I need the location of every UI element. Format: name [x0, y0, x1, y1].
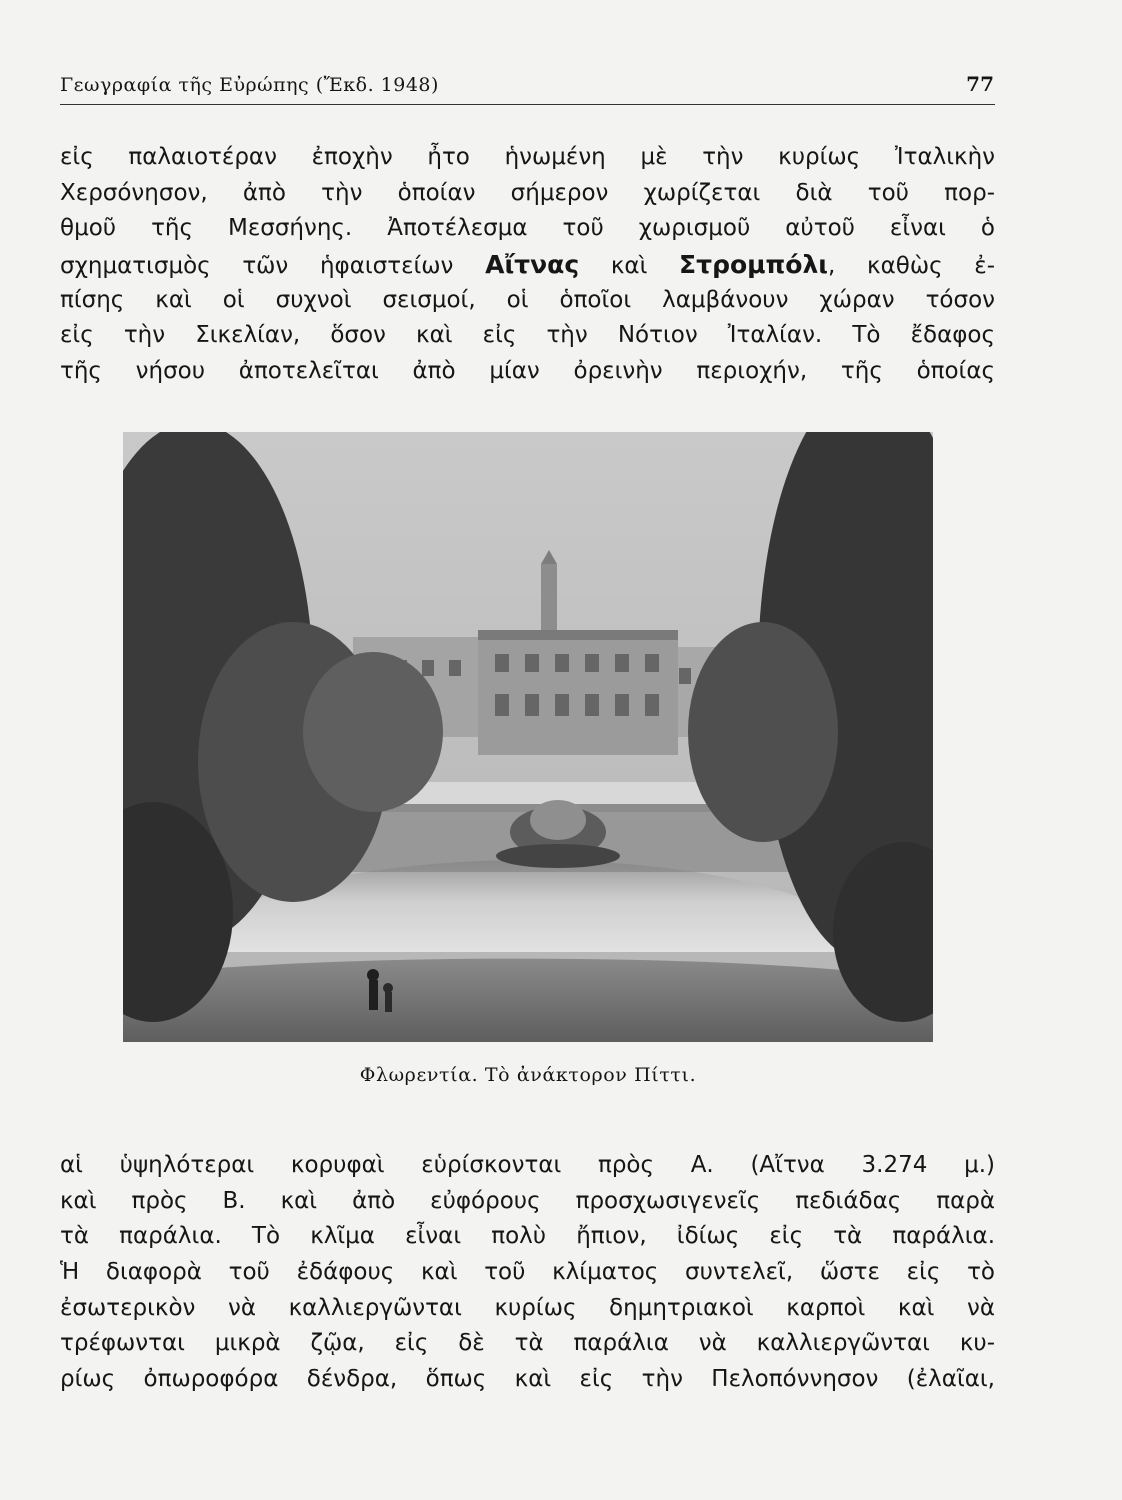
running-head-title: Γεωγραφία τῆς Εὐρώπης (Ἔκδ. 1948)	[60, 74, 439, 96]
header-rule	[60, 104, 995, 105]
text-line: ἐσωτερικὸν νὰ καλλιεργῶνται κυρίως δημητριακοὶ καρποὶ καὶ νὰ	[60, 1294, 995, 1321]
page-number: 77	[966, 72, 994, 96]
text-line: καὶ πρὸς Β. καὶ ἀπὸ εὐφόρους προσχωσιγενεῖς πεδιάδας παρὰ	[60, 1187, 995, 1214]
text-line: ρίως ὀπωροφόρα δένδρα, ὅπως καὶ εἰς τὴν Πελοπόννησον (ἐλαῖαι,	[60, 1366, 995, 1393]
text-line: τρέφωνται μικρὰ ζῷα, εἰς δὲ τὰ παράλια νὰ καλλιεργῶνται κυ-	[60, 1330, 995, 1357]
volcano-name-stromboli: Στρομπόλι	[679, 250, 829, 280]
text-line: αἱ ὑψηλότεραι κορυφαὶ εὑρίσκονται πρὸς Α. (Αἴτνα 3.274 μ.)	[60, 1152, 995, 1178]
text-line: Ἡ διαφορὰ τοῦ ἐδάφους καὶ τοῦ κλίματος συντελεῖ, ὥστε εἰς τὸ	[60, 1259, 995, 1286]
volcano-name-etna: Αἴτνας	[485, 250, 580, 280]
text-line: τῆς νήσου ἀποτελεῖται ἀπὸ μίαν ὀρεινὴν περιοχήν, τῆς ὁποίας	[60, 358, 995, 385]
text-line: σχηματισμὸς τῶν ἡφαιστείων Αἴτνας καὶ Στρομπόλι, καθὼς ἐ-	[60, 250, 995, 280]
text-line: θμοῦ τῆς Μεσσήνης. Ἀποτέλεσμα τοῦ χωρισμοῦ αὐτοῦ εἶναι ὁ	[60, 215, 995, 242]
paragraph-top	[60, 140, 995, 390]
photograph-pitti-palace	[123, 432, 933, 1042]
figure-caption: Φλωρεντία. Τὸ ἀνάκτορον Πίττι.	[359, 1064, 697, 1086]
text-line: εἰς παλαιοτέραν ἐποχὴν ἦτο ἡνωμένη μὲ τὴν κυρίως Ἰταλικὴν	[60, 144, 995, 170]
photo-illustration	[123, 432, 933, 1042]
text-line: Χερσόνησον, ἀπὸ τὴν ὁποίαν σήμερον χωρίζεται διὰ τοῦ πορ-	[60, 179, 995, 206]
text-line: εἰς τὴν Σικελίαν, ὅσον καὶ εἰς τὴν Νότιον Ἰταλίαν. Τὸ ἔδαφος	[60, 322, 995, 349]
text-line: τὰ παράλια. Τὸ κλῖμα εἶναι πολὺ ἤπιον, ἰδίως εἰς τὰ παράλια.	[60, 1223, 995, 1250]
paragraph-bottom	[60, 1148, 995, 1398]
text-line: πίσης καὶ οἱ συχνοὶ σεισμοί, οἱ ὁποῖοι λαμβάνουν χώραν τόσον	[60, 286, 995, 313]
